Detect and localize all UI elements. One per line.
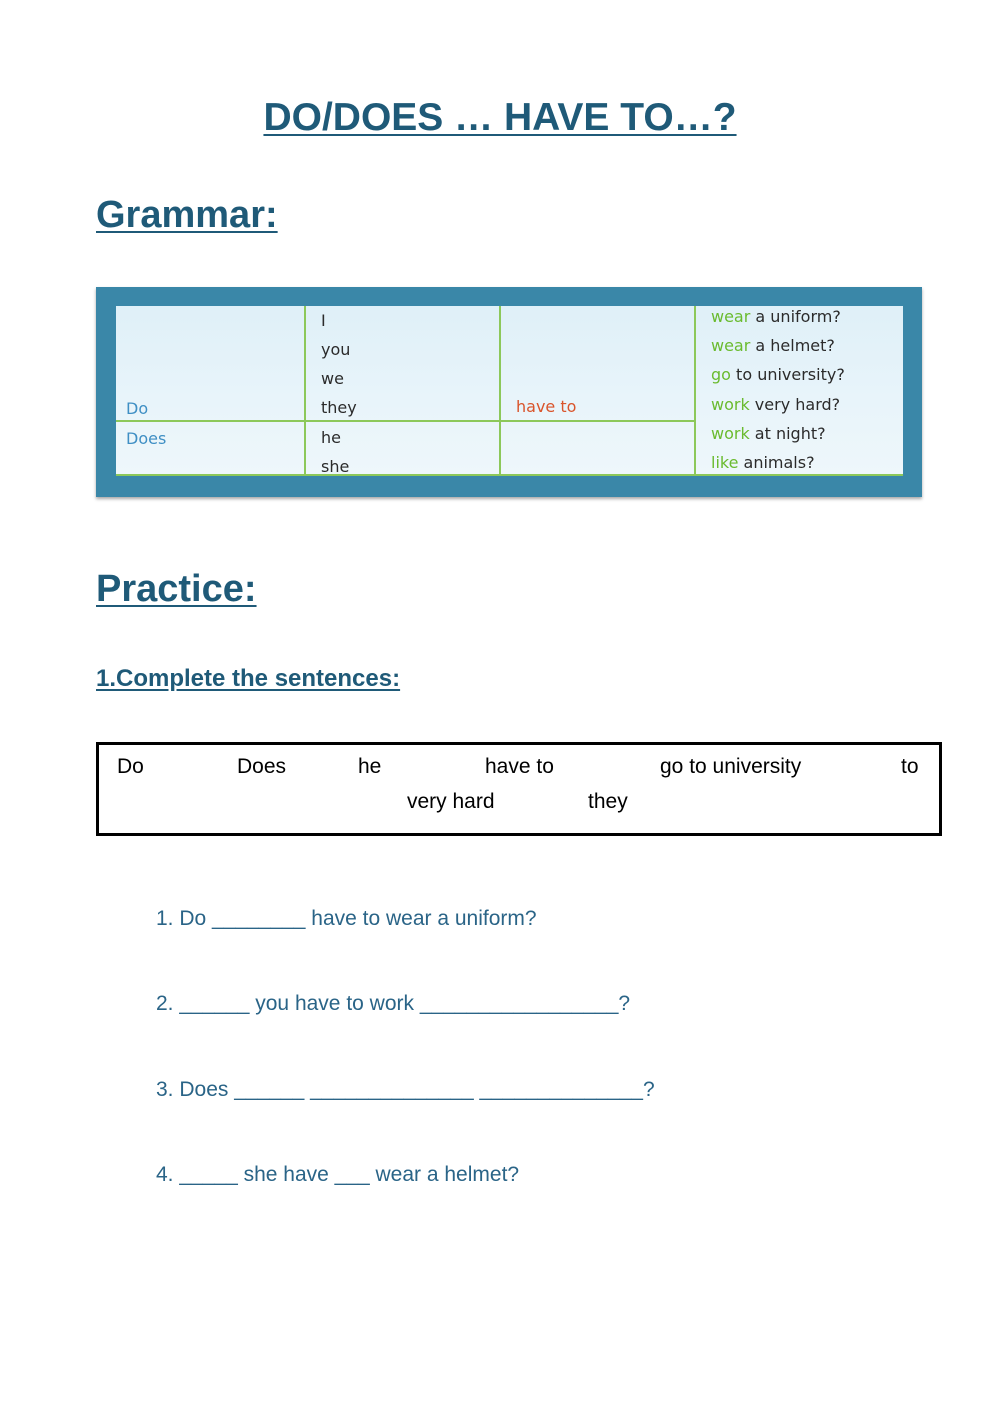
word-bank-item: Does [237, 755, 287, 778]
grammar-column-divider [694, 306, 696, 476]
aux-does: Does [126, 429, 167, 448]
have-to-label: have to [516, 397, 577, 416]
verb-phrase: wear a uniform? [711, 307, 841, 326]
word-bank-item: to [901, 755, 919, 778]
exercise-heading: 1.Complete the sentences: [96, 665, 401, 692]
subject-pronoun: you [321, 340, 351, 359]
verb-phrase: work very hard? [711, 395, 841, 414]
word-bank-item: he [358, 755, 382, 778]
grammar-heading: Grammar: [96, 194, 278, 236]
grammar-column-divider [304, 306, 306, 476]
verb-phrase: wear a helmet? [711, 336, 835, 355]
grammar-table-frame [96, 287, 922, 497]
grammar-row-divider [116, 420, 696, 422]
grammar-row-divider [116, 474, 903, 476]
grammar-column-divider [499, 306, 501, 476]
grammar-table [116, 306, 903, 476]
subject-pronoun: they [321, 398, 357, 417]
practice-heading: Practice: [96, 568, 257, 610]
exercise-sentence-4: 4. _____ she have ___ wear a helmet? [156, 1163, 520, 1186]
word-bank-item: Do [117, 755, 144, 778]
exercise-sentence-1: 1. Do ________ have to wear a uniform? [156, 907, 537, 930]
word-bank-item: go to university [660, 755, 802, 778]
subject-pronoun: he [321, 428, 341, 447]
word-bank-item: very hard [407, 790, 495, 813]
exercise-sentence-2: 2. ______ you have to work _________________? [156, 992, 631, 1015]
exercise-sentence-3: 3. Does ______ ______________ ______________? [156, 1078, 655, 1101]
subject-pronoun: I [321, 311, 326, 330]
verb-phrase: go to university? [711, 365, 845, 384]
word-bank-item: they [588, 790, 628, 813]
subject-pronoun: she [321, 457, 350, 476]
word-bank-item: have to [485, 755, 554, 778]
subject-pronoun: we [321, 369, 344, 388]
worksheet-title: DO/DOES … HAVE TO…? [263, 96, 737, 139]
word-bank [96, 742, 942, 836]
verb-phrase: work at night? [711, 424, 826, 443]
aux-do: Do [126, 399, 149, 418]
verb-phrase: like animals? [711, 453, 815, 472]
